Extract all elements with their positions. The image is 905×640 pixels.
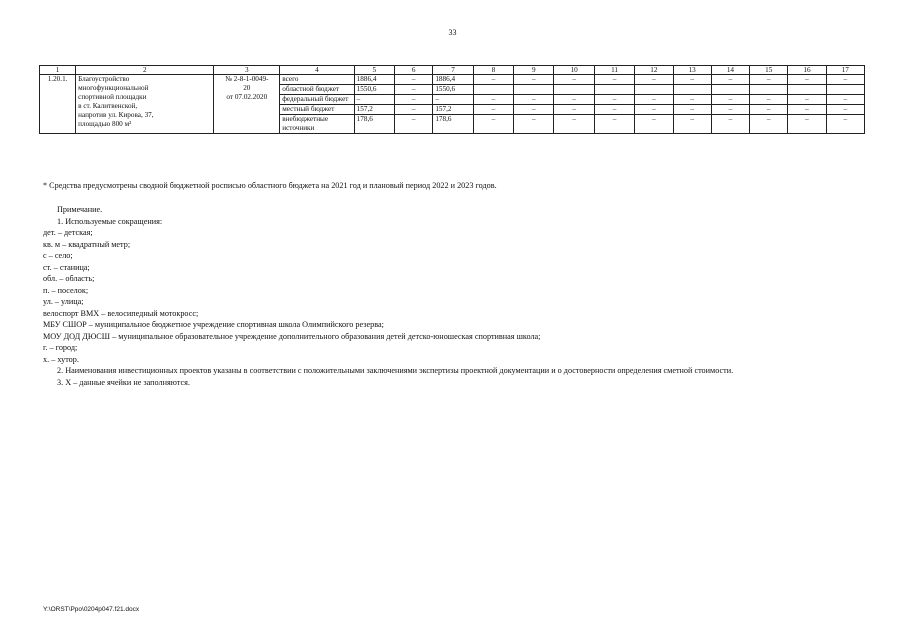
value-cell: – <box>594 95 634 105</box>
value-cell: – <box>433 95 473 105</box>
header-cell: 4 <box>280 66 354 75</box>
item-number-cell: 1.20.1. <box>40 75 76 134</box>
header-cell: 14 <box>711 66 749 75</box>
value-cell: – <box>788 95 826 105</box>
abbreviation-item: ст. – станица; <box>43 262 90 272</box>
value-cell: – <box>514 75 554 85</box>
value-cell <box>750 85 788 95</box>
table-row <box>40 75 865 85</box>
abbreviation-item: г. – город; <box>43 343 78 352</box>
value-cell: – <box>594 105 634 115</box>
investment-table <box>39 65 865 134</box>
value-cell: – <box>826 105 864 115</box>
value-cell: – <box>635 95 673 105</box>
funding-source-cell: областной бюджет <box>280 85 354 95</box>
value-cell: – <box>673 115 711 134</box>
value-cell: – <box>826 95 864 105</box>
notes-item-2: 2. Наименования инвестиционных проектов указаны в соответствии с положительными заключениями экспертизы проектной документации и о достоверности определения сметной стоимости. <box>57 366 734 375</box>
value-cell: – <box>788 75 826 85</box>
value-cell: – <box>711 105 749 115</box>
value-cell: 157,2 <box>354 105 394 115</box>
value-cell: – <box>395 105 433 115</box>
header-cell: 15 <box>750 66 788 75</box>
budget-footnote: * Средства предусмотрены сводной бюджетной росписью областного бюджета на 2021 год и плановый период 2022 и 2023 годов. <box>43 181 497 190</box>
value-cell: 1886,4 <box>354 75 394 85</box>
value-cell: – <box>673 95 711 105</box>
expert-conclusion-cell <box>214 75 280 134</box>
header-cell: 11 <box>594 66 634 75</box>
abbreviation-item: п. – поселок; <box>43 285 89 295</box>
expert-conclusion-line: от 07.02.2020 <box>226 93 268 101</box>
header-cell: 13 <box>673 66 711 75</box>
table-body <box>40 75 865 134</box>
page-number: 33 <box>448 28 457 37</box>
value-cell: – <box>750 95 788 105</box>
abbreviation-item: МОУ ДОД ДЮСШ – муниципальное образовательное учреждение дополнительного образования детей детско-юношеская спортивная школа; <box>43 331 541 341</box>
abbreviation-list <box>43 227 865 365</box>
abbreviation-item: велоспорт ВМХ – велосипедный мотокросс; <box>43 308 199 318</box>
abbreviation-item: дет. – детская; <box>43 228 93 237</box>
value-cell: – <box>473 75 513 85</box>
value-cell: – <box>514 95 554 105</box>
value-cell: – <box>826 115 864 134</box>
value-cell: – <box>711 115 749 134</box>
notes-section <box>43 204 865 388</box>
value-cell: 1550,6 <box>433 85 473 95</box>
value-cell: – <box>711 75 749 85</box>
value-cell: – <box>514 105 554 115</box>
value-cell <box>826 85 864 95</box>
value-cell: – <box>395 85 433 95</box>
file-path: Y:\ORST\Ppo\0204p047.f21.docx <box>43 606 140 613</box>
abbreviation-item: обл. – область; <box>43 274 95 283</box>
value-cell: – <box>594 115 634 134</box>
value-cell: 1550,6 <box>354 85 394 95</box>
value-cell <box>711 85 749 95</box>
header-cell: 8 <box>473 66 513 75</box>
value-cell <box>788 85 826 95</box>
value-cell: – <box>788 115 826 134</box>
object-name-line: в ст. Калитвенской, <box>78 102 138 110</box>
value-cell: – <box>673 75 711 85</box>
abbreviation-item: с – село; <box>43 251 73 260</box>
expert-conclusion-line: № 2-8-1-0049- <box>225 75 269 83</box>
value-cell: – <box>473 95 513 105</box>
value-cell: – <box>750 115 788 134</box>
notes-item-1: 1. Используемые сокращения: <box>57 216 163 226</box>
header-cell: 10 <box>554 66 594 75</box>
value-cell: 178,6 <box>354 115 394 134</box>
object-name-line: площадью 800 м² <box>78 120 132 128</box>
abbreviation-item: х. – хутор. <box>43 354 79 364</box>
value-cell: – <box>635 75 673 85</box>
header-cell: 9 <box>514 66 554 75</box>
header-cell: 5 <box>354 66 394 75</box>
funding-source-cell: внебюджетные источники <box>280 115 354 134</box>
header-cell: 7 <box>433 66 473 75</box>
header-cell: 16 <box>788 66 826 75</box>
object-name-line: спортивной площадки <box>78 93 147 101</box>
value-cell: – <box>554 95 594 105</box>
header-cell: 6 <box>395 66 433 75</box>
abbreviation-item: МБУ СШОР – муниципальное бюджетное учреждение спортивная школа Олимпийского резерва; <box>43 320 384 329</box>
value-cell: – <box>635 105 673 115</box>
funding-source-cell: местный бюджет <box>280 105 354 115</box>
expert-conclusion-line: 20 <box>243 84 251 92</box>
value-cell: – <box>673 105 711 115</box>
header-cell: 2 <box>76 66 214 75</box>
value-cell: – <box>788 105 826 115</box>
abbreviation-item: ул. – улица; <box>43 297 84 306</box>
abbreviation-item: кв. м – квадратный метр; <box>43 239 131 249</box>
value-cell <box>554 85 594 95</box>
value-cell <box>473 85 513 95</box>
object-name-line: многофункциональной <box>78 84 149 92</box>
value-cell: – <box>554 115 594 134</box>
value-cell: – <box>711 95 749 105</box>
value-cell: – <box>554 75 594 85</box>
value-cell: – <box>635 115 673 134</box>
header-cell: 3 <box>214 66 280 75</box>
value-cell: – <box>354 95 394 105</box>
object-name-line: напротив ул. Кирова, 37, <box>78 111 154 119</box>
notes-item-3: 3. Х – данные ячейки не заполняются. <box>57 377 190 387</box>
funding-source-cell: всего <box>280 75 354 85</box>
header-cell: 12 <box>635 66 673 75</box>
value-cell: – <box>514 115 554 134</box>
value-cell: – <box>395 75 433 85</box>
value-cell: – <box>395 115 433 134</box>
value-cell: – <box>554 105 594 115</box>
value-cell <box>514 85 554 95</box>
value-cell: – <box>473 115 513 134</box>
value-cell: – <box>395 95 433 105</box>
value-cell <box>635 85 673 95</box>
value-cell: – <box>594 75 634 85</box>
notes-title: Примечание. <box>57 205 103 214</box>
value-cell: 178,6 <box>433 115 473 134</box>
funding-source-cell: федеральный бюджет <box>280 95 354 105</box>
object-name-cell <box>76 75 214 134</box>
header-cell: 1 <box>40 66 76 75</box>
value-cell <box>594 85 634 95</box>
table-header-row <box>40 66 865 75</box>
header-cell: 17 <box>826 66 864 75</box>
value-cell: – <box>826 75 864 85</box>
value-cell: – <box>750 105 788 115</box>
object-name-line: Благоустройство <box>78 75 130 83</box>
value-cell <box>673 85 711 95</box>
value-cell: 1886,4 <box>433 75 473 85</box>
value-cell: 157,2 <box>433 105 473 115</box>
value-cell: – <box>473 105 513 115</box>
value-cell: – <box>750 75 788 85</box>
